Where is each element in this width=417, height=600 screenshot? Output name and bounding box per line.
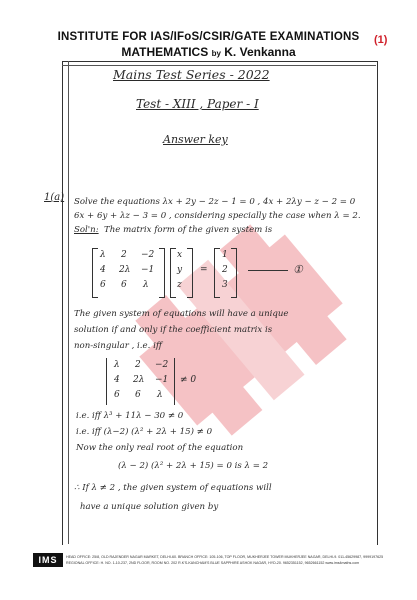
answer-key-title: Answer key xyxy=(163,133,228,146)
determinant-cell: λ xyxy=(157,390,163,400)
matrix-a-cell: 6 xyxy=(121,280,127,290)
determinant-neq: ≠ 0 xyxy=(180,375,197,385)
matrix-b-left-bracket xyxy=(214,248,220,298)
matrix-a-cell: 2λ xyxy=(119,265,131,275)
question-line-2: 6x + 6y + λz − 3 = 0 , considering specially the case when λ = 2. xyxy=(74,211,361,221)
solution-line-1: The matrix form of the given system is xyxy=(104,225,273,235)
determinant-cell: λ xyxy=(114,360,120,370)
determinant-cell: −1 xyxy=(155,375,169,385)
test-series-title: Mains Test Series - 2022 xyxy=(113,67,270,82)
body-line-3: non-singular , i.e. iff xyxy=(74,341,162,351)
matrix-b-cell: 1 xyxy=(222,250,228,260)
determinant-cell: 2λ xyxy=(133,375,145,385)
matrix-x-cell: y xyxy=(177,265,183,275)
determinant-cell: 6 xyxy=(135,390,141,400)
if-line-1: ∴ If λ ≠ 2 , the given system of equations will xyxy=(74,483,272,493)
question-line-1: Solve the equations λx + 2y − 2z − 1 = 0 , 4x + 2λy − z − 2 = 0 xyxy=(74,197,356,207)
matrix-a-cell: 4 xyxy=(100,265,106,275)
question-number: 1(a) xyxy=(44,192,65,203)
body-line-1: The given system of equations will have a unique xyxy=(74,309,289,319)
solution-label: Sol'n: xyxy=(74,225,99,235)
matrix-a-left-bracket xyxy=(92,248,98,298)
determinant-left-bar xyxy=(106,358,107,405)
matrix-a-cell: 2 xyxy=(121,250,127,260)
matrix-x-right-bracket xyxy=(187,248,193,298)
matrix-a-cell: −2 xyxy=(141,250,155,260)
matrix-a-right-bracket xyxy=(159,248,165,298)
margin-line xyxy=(68,61,69,544)
iff-line-2: i.e. iff (λ−2) (λ² + 2λ + 15) ≠ 0 xyxy=(76,427,213,437)
footer-address-2: REGIONAL OFFICE: H. NO. 1-10-237, 2ND FLOOR, ROOM NO. 202 R.K'S-KANCHAM'S BLUE SAPPHIRE ASHOK NAGAR, HYD-20. 9652351152, 9652661152 www.ims4maths.com xyxy=(66,561,360,565)
subject-title: MATHEMATICS xyxy=(121,45,209,59)
if-line-2: have a unique solution given by xyxy=(80,502,219,512)
determinant-cell: 2 xyxy=(135,360,141,370)
body-line-2: solution if and only if the coefficient matrix is xyxy=(74,325,273,335)
matrix-x-cell: z xyxy=(177,280,182,290)
page-number: (1) xyxy=(374,34,388,46)
frame-top-rule xyxy=(62,65,376,66)
author-name: K. Venkanna xyxy=(224,45,296,59)
now-line-2: (λ − 2) (λ² + 2λ + 15) = 0 is λ = 2 xyxy=(118,461,269,471)
matrix-a-cell: λ xyxy=(100,250,106,260)
determinant-right-bar xyxy=(174,358,175,405)
determinant-cell: −2 xyxy=(155,360,169,370)
matrix-a-cell: λ xyxy=(143,280,149,290)
footer-logo: IMS xyxy=(33,553,63,567)
footer-address-1: HEAD OFFICE: 25/8, OLD RAJENDER NAGAR MARKET, DELHI-60. BRANCH OFFICE: 105-106, TOP FLOOR, MUKHERJEE TOWER MUKHERJEE NAGAR, DELHI-9. 011-45629987, 9999197625 xyxy=(66,555,384,559)
equation-dash xyxy=(248,270,288,271)
test-paper-title: Test - XIII , Paper - I xyxy=(136,97,259,111)
matrix-b-right-bracket xyxy=(231,248,237,298)
equation-tag: ① xyxy=(293,263,303,276)
subject-by: by xyxy=(211,49,221,58)
iff-line-1: i.e. iff λ³ + 11λ − 30 ≠ 0 xyxy=(76,411,184,421)
matrix-b-cell: 3 xyxy=(222,280,228,290)
matrix-a-cell: 6 xyxy=(100,280,106,290)
matrix-equals: = xyxy=(200,265,208,275)
determinant-cell: 6 xyxy=(114,390,120,400)
subject-line xyxy=(0,45,417,59)
matrix-a-cell: −1 xyxy=(141,265,155,275)
matrix-b-cell: 2 xyxy=(222,265,228,275)
determinant-cell: 4 xyxy=(114,375,120,385)
now-line-1: Now the only real root of the equation xyxy=(76,443,244,453)
institute-name: INSTITUTE FOR IAS/IFoS/CSIR/GATE EXAMINATIONS xyxy=(57,31,360,43)
matrix-x-cell: x xyxy=(177,250,183,260)
matrix-x-left-bracket xyxy=(170,248,176,298)
